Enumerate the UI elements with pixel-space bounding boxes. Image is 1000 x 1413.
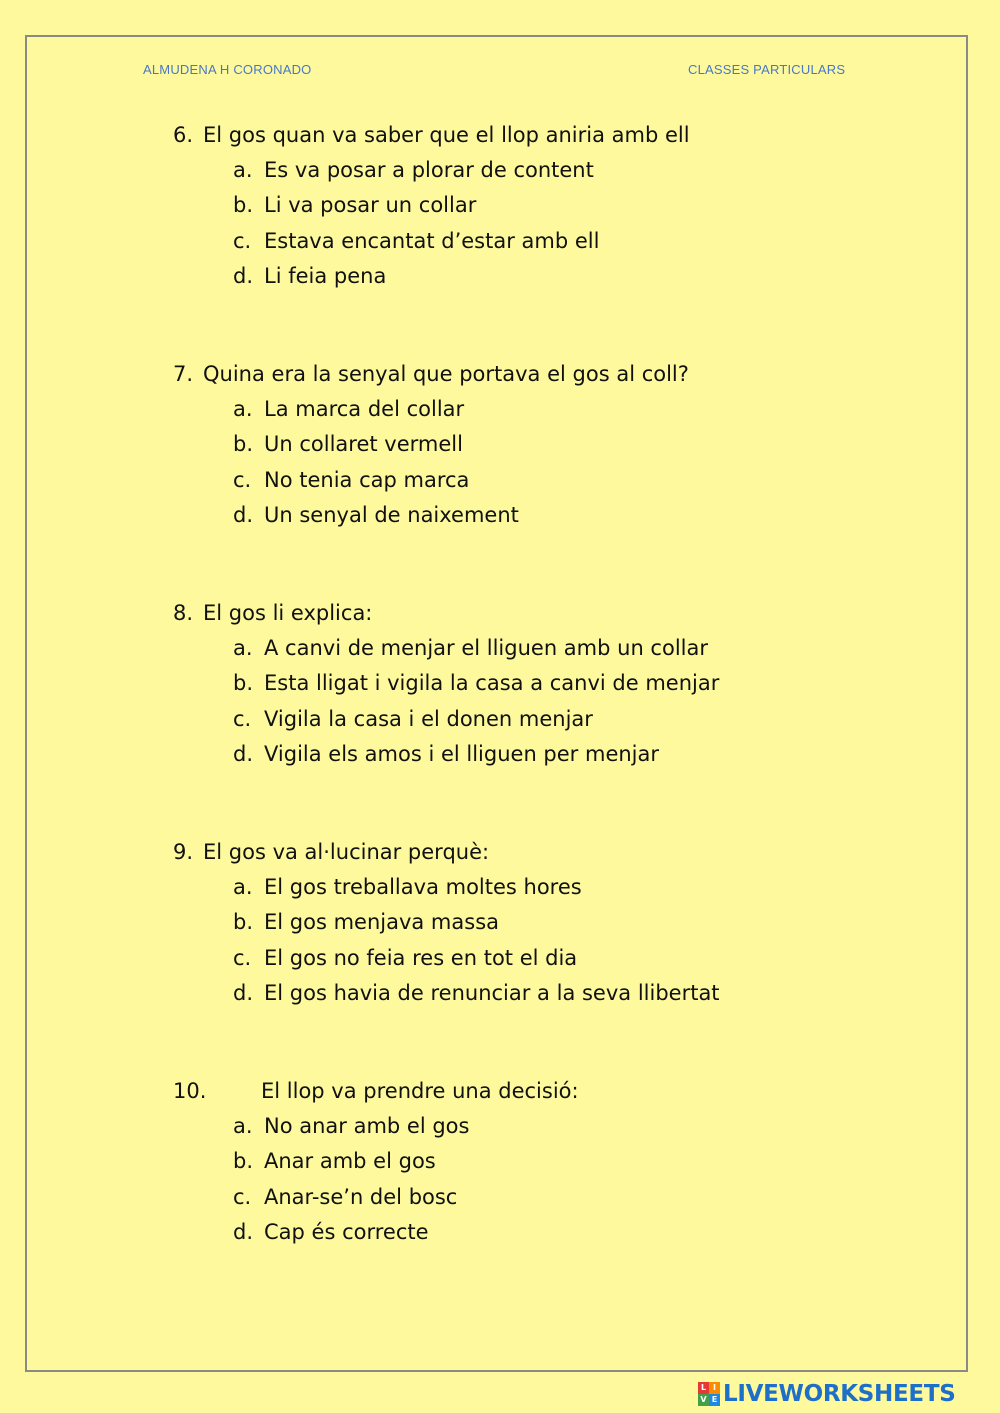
option-b[interactable] [173, 666, 873, 701]
liveworksheets-wordmark: LIVEWORKSHEETS [723, 1381, 956, 1407]
option-letter: b. [233, 671, 254, 696]
option-letter: c. [233, 1184, 252, 1209]
option-letter: a. [233, 158, 253, 182]
question-text: Quina era la senyal que portava el gos al coll? [203, 362, 689, 386]
option-text: Un collaret vermell [264, 432, 463, 457]
question-text: El gos va al·lucinar perquè: [203, 840, 490, 864]
option-text: A canvi de menjar el lliguen amb un collar [264, 636, 708, 660]
option-text: No anar amb el gos [264, 1114, 470, 1138]
liveworksheets-logo-icon [698, 1382, 720, 1406]
option-b[interactable] [173, 427, 873, 462]
option-d[interactable] [173, 737, 873, 772]
question-8 [173, 596, 873, 772]
option-letter: a. [233, 397, 253, 421]
option-letter: a. [233, 636, 253, 660]
question-number: 9. [173, 840, 194, 864]
option-letter: b. [233, 1149, 254, 1174]
option-text: Vigila la casa i el donen menjar [264, 706, 593, 731]
option-letter: b. [233, 432, 254, 457]
question-text: El gos li explica: [203, 601, 373, 625]
option-a[interactable] [173, 631, 873, 666]
option-c[interactable] [173, 463, 873, 498]
option-text: Li va posar un collar [264, 193, 477, 218]
question-6 [173, 118, 873, 294]
question-number: 8. [173, 601, 194, 625]
option-c[interactable] [173, 224, 873, 259]
question-number: 6. [173, 123, 194, 147]
option-d[interactable] [173, 1215, 873, 1250]
option-d[interactable] [173, 498, 873, 533]
option-a[interactable] [173, 870, 873, 905]
question-text: El gos quan va saber que el llop aniria amb ell [203, 123, 690, 147]
option-text: Anar-se’n del bosc [264, 1184, 458, 1209]
question-number: 10. [173, 1079, 207, 1103]
header-subtitle: CLASSES PARTICULARS [688, 62, 846, 77]
option-c[interactable] [173, 702, 873, 737]
option-d[interactable] [173, 976, 873, 1011]
option-letter: c. [233, 467, 252, 492]
liveworksheets-watermark[interactable] [698, 1377, 955, 1411]
option-text: Anar amb el gos [264, 1149, 436, 1174]
question-text: El llop va prendre una decisió: [261, 1079, 579, 1103]
option-a[interactable] [173, 1109, 873, 1144]
logo-letter-i: I [709, 1382, 720, 1394]
option-d[interactable] [173, 259, 873, 294]
option-b[interactable] [173, 905, 873, 940]
question-7 [173, 357, 873, 533]
option-text: Li feia pena [264, 263, 387, 288]
option-letter: d. [233, 741, 254, 766]
option-letter: c. [233, 945, 252, 970]
option-text: No tenia cap marca [264, 467, 470, 492]
option-letter: b. [233, 910, 254, 935]
option-text: El gos havia de renunciar a la seva llibertat [264, 980, 720, 1005]
option-text: El gos no feia res en tot el dia [264, 945, 578, 970]
option-text: Cap és correcte [264, 1219, 429, 1244]
option-letter: d. [233, 980, 254, 1005]
option-letter: d. [233, 1219, 254, 1244]
option-c[interactable] [173, 941, 873, 976]
option-text: Es va posar a plorar de content [264, 158, 594, 182]
option-letter: c. [233, 706, 252, 731]
header-author: ALMUDENA H CORONADO [143, 62, 312, 77]
logo-letter-v: V [698, 1394, 709, 1406]
option-letter: d. [233, 502, 254, 527]
question-number: 7. [173, 362, 194, 386]
option-text: Esta lligat i vigila la casa a canvi de menjar [264, 671, 720, 696]
logo-letter-e: E [709, 1394, 720, 1406]
logo-letter-l: L [698, 1382, 709, 1394]
option-b[interactable] [173, 1144, 873, 1179]
option-c[interactable] [173, 1180, 873, 1215]
option-text: La marca del collar [264, 397, 465, 421]
option-text: Vigila els amos i el lliguen per menjar [264, 741, 660, 766]
question-10 [173, 1074, 873, 1250]
option-text: El gos treballava moltes hores [264, 875, 582, 899]
option-letter: a. [233, 1114, 253, 1138]
option-letter: c. [233, 228, 252, 253]
option-letter: a. [233, 875, 253, 899]
option-a[interactable] [173, 392, 873, 427]
option-text: Un senyal de naixement [264, 502, 519, 527]
option-text: Estava encantat d’estar amb ell [264, 228, 600, 253]
option-letter: d. [233, 263, 254, 288]
option-b[interactable] [173, 188, 873, 223]
option-text: El gos menjava massa [264, 910, 500, 935]
question-9 [173, 835, 873, 1011]
option-letter: b. [233, 193, 254, 218]
option-a[interactable] [173, 153, 873, 188]
